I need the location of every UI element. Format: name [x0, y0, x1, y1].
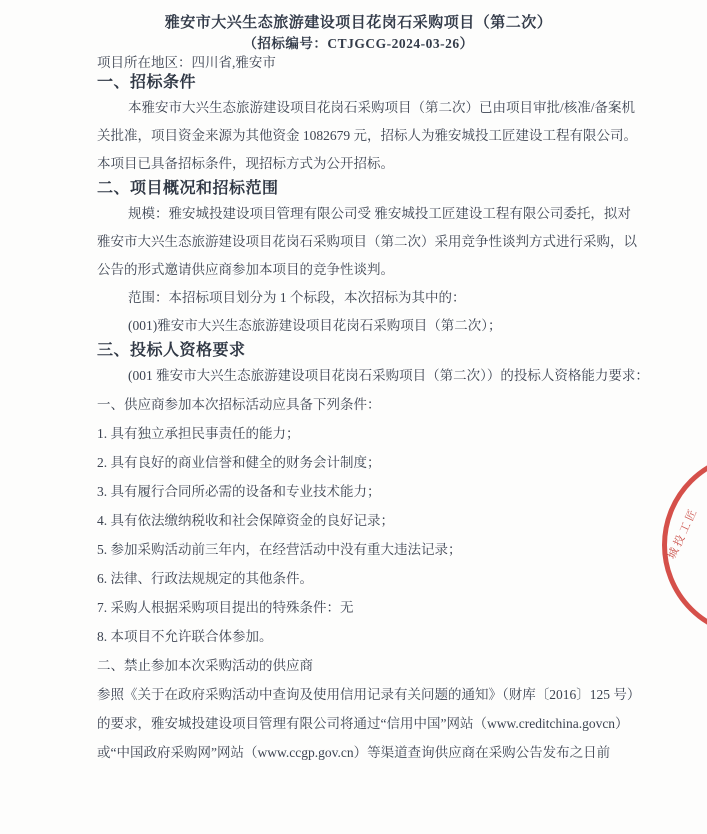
- paragraph-line: 关批准，项目资金来源为其他资金 1082679 元，招标人为雅安城投工匠建设工程有限公司。: [97, 128, 637, 143]
- doc-title: 雅安市大兴生态旅游建设项目花岗石采购项目（第二次）: [164, 15, 553, 31]
- section-1-heading: 一、招标条件: [97, 74, 197, 91]
- paragraph-line: 本项目已具备招标条件，现招标方式为公开招标。: [97, 156, 394, 171]
- condition-item-5: 5. 参加采购活动前三年内，在经营活动中没有重大违法记录；: [97, 542, 462, 557]
- tender-number: （招标编号：CTJGCG-2024-03-26）: [243, 36, 474, 51]
- condition-list-title: 一、供应商参加本次招标活动应具备下列条件：: [97, 397, 381, 412]
- section-3-heading: 三、投标人资格要求: [97, 342, 246, 359]
- condition-item-2: 2. 具有良好的商业信誉和健全的财务会计制度；: [97, 455, 381, 470]
- condition-item-1: 1. 具有独立承担民事责任的能力；: [97, 426, 300, 441]
- scale-paragraph-line: 公告的形式邀请供应商参加本项目的竞争性谈判。: [97, 262, 394, 277]
- red-seal-text: 城投工匠: [666, 505, 701, 562]
- credit-notice-line: 或“中国政府采购网”网站（www.ccgp.gov.cn）等渠道查询供应商在采购公告发布之日前: [97, 745, 611, 760]
- forbidden-suppliers-title: 二、禁止参加本次采购活动的供应商: [97, 658, 313, 673]
- condition-item-3: 3. 具有履行合同所必需的设备和专业技术能力；: [97, 484, 381, 499]
- condition-item-8: 8. 本项目不允许联合体参加。: [97, 629, 273, 644]
- qualification-intro: (001 雅安市大兴生态旅游建设项目花岗石采购项目（第二次））的投标人资格能力要求：: [128, 368, 649, 383]
- scale-paragraph-line: 规模：雅安城投建设项目管理有限公司受 雅安城投工匠建设工程有限公司委托，拟对: [128, 206, 631, 221]
- condition-item-7: 7. 采购人根据采购项目提出的特殊条件：无: [97, 600, 354, 615]
- scope-line: 范围：本招标项目划分为 1 个标段，本次招标为其中的：: [128, 290, 466, 305]
- condition-item-4: 4. 具有依法缴纳税收和社会保障资金的良好记录；: [97, 513, 394, 528]
- lot-line: (001)雅安市大兴生态旅游建设项目花岗石采购项目（第二次）；: [128, 318, 502, 333]
- project-location: 项目所在地区：四川省,雅安市: [97, 55, 276, 70]
- credit-notice-line: 参照《关于在政府采购活动中查询及使用信用记录有关问题的通知》（财库〔2016〕125 号）: [97, 687, 641, 702]
- credit-notice-line: 的要求，雅安城投建设项目管理有限公司将通过“信用中国”网站（www.creditchina.govcn）: [97, 716, 629, 731]
- section-2-heading: 二、项目概况和招标范围: [97, 180, 279, 197]
- condition-item-6: 6. 法律、行政法规规定的其他条件。: [97, 571, 313, 586]
- scale-paragraph-line: 雅安市大兴生态旅游建设项目花岗石采购项目（第二次）采用竞争性谈判方式进行采购，以: [97, 234, 637, 249]
- paragraph-line: 本雅安市大兴生态旅游建设项目花岗石采购项目（第二次）已由项目审批/核准/备案机: [128, 100, 636, 115]
